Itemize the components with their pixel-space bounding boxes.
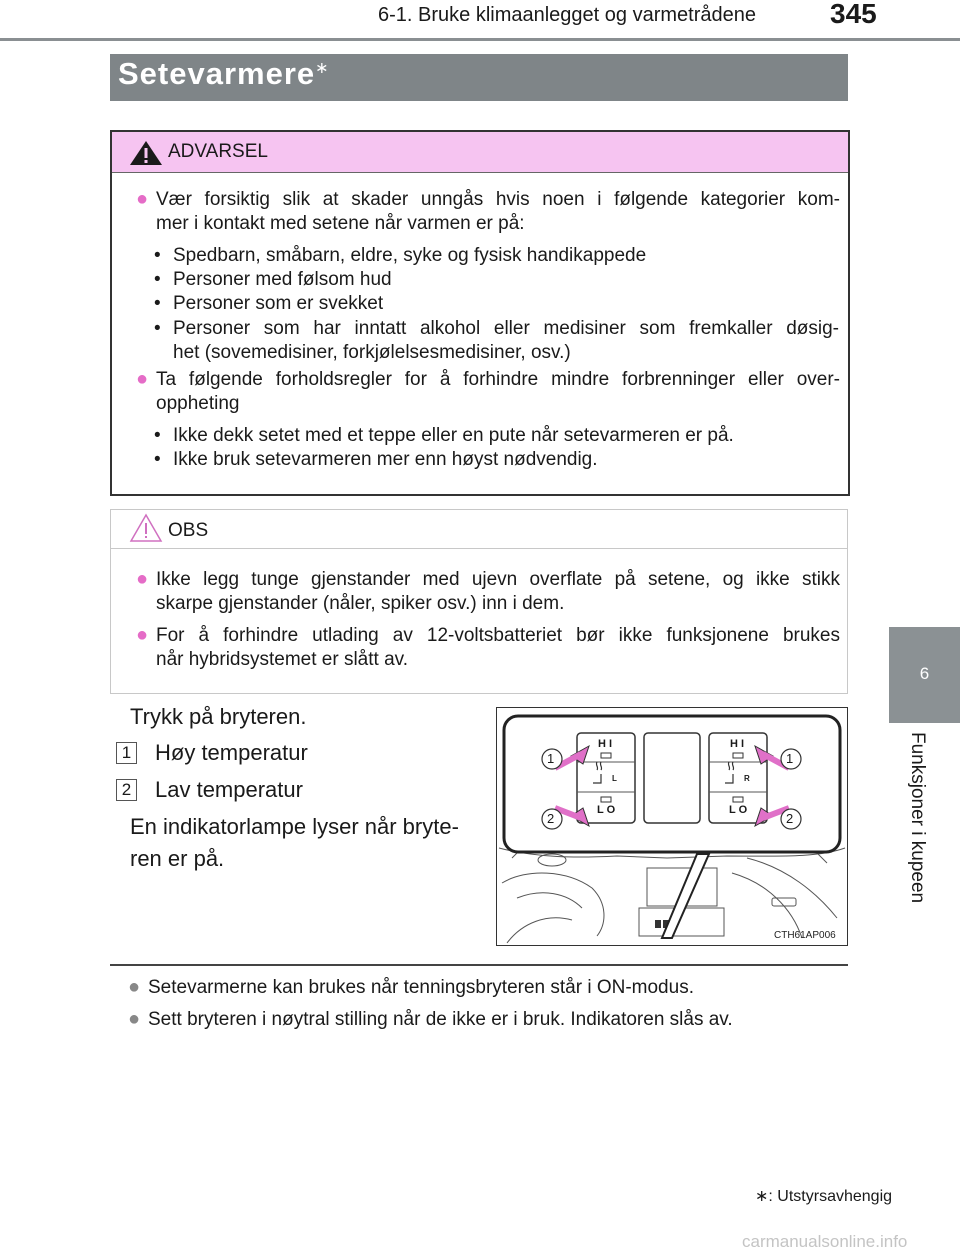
- notice-item-1-line-2: skarpe gjenstander (nåler, spiker osv.) inn i dem.: [156, 593, 565, 614]
- bullet-icon: ●: [136, 368, 149, 390]
- section-asterisk: ∗: [315, 60, 330, 77]
- warning-subitem: Ikke dekk setet med et teppe eller en pute når setevarmeren er på.: [173, 425, 734, 446]
- right-seat-letter: R: [744, 774, 750, 783]
- chapter-number: 6: [919, 664, 930, 683]
- note-1: Setevarmerne kan brukes når tenningsbryteren står i ON-modus.: [148, 977, 694, 998]
- warning-label: ADVARSEL: [168, 141, 268, 162]
- right-hi-label: H I: [730, 738, 745, 750]
- notice-item-2-line-1: For å forhindre utlading av 12-voltsbatteriet bør ikke funksjonene brukes: [156, 625, 840, 646]
- chapter-label: Funksjoner i kupeen: [907, 732, 928, 904]
- low-temperature-label: Lav temperatur: [155, 777, 303, 802]
- seat-heater-illustration: [496, 707, 848, 946]
- warning-item-1-line-1: Vær forsiktig slik at skader unngås hvis noen i følgende kategorier kom-: [156, 189, 840, 210]
- notice-header: [111, 510, 847, 549]
- callout-1-left: 1: [547, 751, 555, 766]
- callout-2-left: 2: [547, 811, 555, 826]
- figure-id: CTH61AP006: [774, 930, 836, 941]
- callout-2-right: 2: [786, 811, 794, 826]
- bullet-icon: ●: [136, 568, 149, 590]
- page-number: 345: [830, 0, 877, 29]
- footnote: [755, 1186, 892, 1206]
- warning-subitem: Spedbarn, småbarn, eldre, syke og fysisk handikappede: [173, 245, 647, 266]
- left-lo-label: L O: [597, 804, 616, 816]
- bullet-icon: ●: [128, 1008, 141, 1030]
- header-rule: [0, 38, 960, 41]
- dashboard-drawing: [497, 708, 847, 945]
- warning-item-1-line-2: mer i kontakt med setene når varmen er på:: [156, 213, 525, 234]
- indicator-text-line-2: ren er på.: [130, 846, 225, 871]
- bullet-icon: ●: [128, 976, 141, 998]
- bullet-icon: ●: [136, 624, 149, 646]
- watermark: carmanualsonline.info: [742, 1232, 908, 1251]
- warning-subitem-cont: het (sovemedisiner, forkjølelsesmedisiner, osv.): [173, 342, 571, 363]
- footnote-text: : Utstyrsavhengig: [768, 1188, 893, 1205]
- step-number-2: 2: [116, 779, 137, 801]
- step-number-1: 1: [116, 742, 137, 764]
- warning-triangle-icon: [129, 140, 163, 166]
- caution-triangle-icon: [129, 513, 163, 543]
- left-seat-letter: L: [612, 774, 617, 783]
- warning-item-2-line-2: oppheting: [156, 393, 240, 414]
- callout-1-right: 1: [786, 751, 794, 766]
- section-title: Setevarmere∗: [118, 56, 330, 91]
- section-divider: [110, 964, 848, 966]
- high-temperature-label: Høy temperatur: [155, 740, 308, 765]
- indicator-text-line-1: En indikatorlampe lyser når bryte-: [130, 814, 459, 839]
- warning-subitem: Personer som er svekket: [173, 293, 384, 314]
- notice-item-2-line-2: når hybridsystemet er slått av.: [156, 649, 409, 670]
- right-lo-label: L O: [729, 804, 748, 816]
- warning-subitem: Ikke bruk setevarmeren mer enn høyst nødvendig.: [173, 449, 598, 470]
- footnote-symbol: ∗: [755, 1188, 769, 1205]
- warning-subitem: Personer som har inntatt alkohol eller medisiner som fremkaller døsig-: [173, 318, 839, 339]
- notice-label: OBS: [168, 520, 209, 541]
- left-hi-label: H I: [598, 738, 613, 750]
- notice-item-1-line-1: Ikke legg tunge gjenstander med ujevn overflate på setene, og ikke stikk: [156, 569, 840, 590]
- warning-subitem: Personer med følsom hud: [173, 269, 392, 290]
- warning-item-2-line-1: Ta følgende forholdsregler for å forhindre mindre forbrenninger eller over-: [156, 369, 840, 390]
- bullet-icon: ●: [136, 188, 149, 210]
- instruction-press: Trykk på bryteren.: [130, 704, 307, 729]
- running-header: 6-1. Bruke klimaanlegget og varmetrådene: [378, 4, 756, 26]
- note-2: Sett bryteren i nøytral stilling når de ikke er i bruk. Indikatoren slås av.: [148, 1009, 733, 1030]
